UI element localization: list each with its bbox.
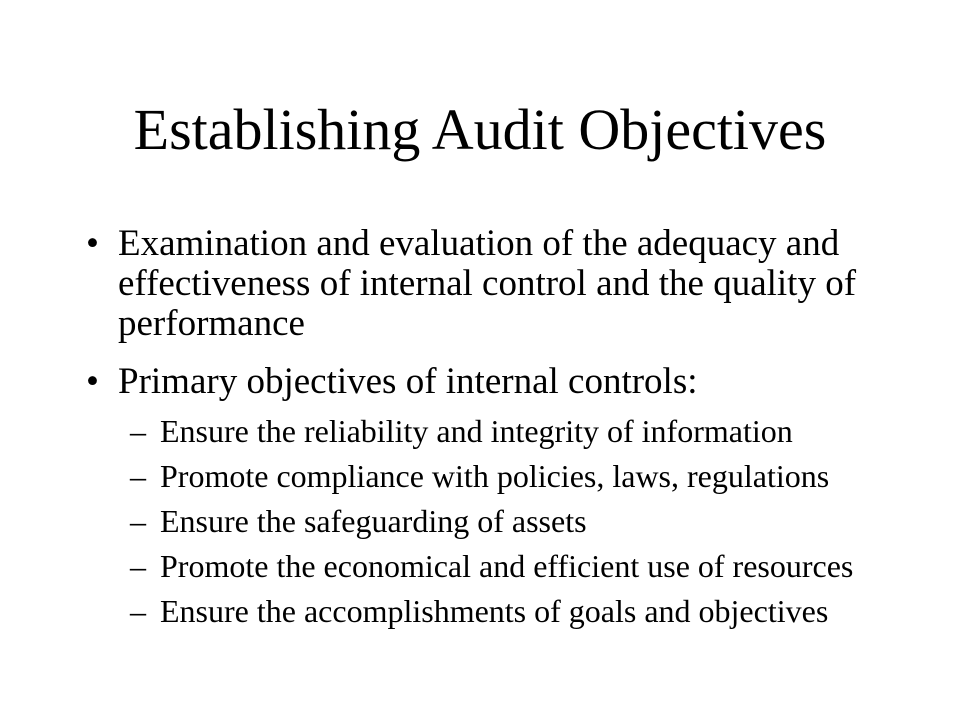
- dash-icon: –: [130, 548, 146, 584]
- bullet-list: [0, 224, 960, 634]
- bullet-text-line: performance: [118, 303, 305, 344]
- sub-bullet-text: Ensure the safeguarding of assets: [160, 503, 587, 539]
- sub-bullet-item: [0, 544, 960, 589]
- sub-bullet-text: Promote the economical and efficient use of resources: [160, 548, 854, 584]
- sub-bullet-item: [0, 454, 960, 499]
- bullet-icon: •: [86, 223, 99, 264]
- sub-bullet-list: [0, 409, 960, 634]
- sub-bullet-text: Promote compliance with policies, laws, regulations: [160, 458, 830, 494]
- bullet-icon: •: [86, 361, 99, 402]
- sub-bullet-text: Ensure the accomplishments of goals and objectives: [160, 593, 829, 629]
- bullet-text-line: Examination and evaluation of the adequacy and: [118, 223, 840, 264]
- dash-icon: –: [130, 458, 146, 494]
- dash-icon: –: [130, 593, 146, 629]
- sub-bullet-item: [0, 499, 960, 544]
- dash-icon: –: [130, 503, 146, 539]
- sub-bullet-item: [0, 409, 960, 454]
- bullet-item: [0, 224, 960, 344]
- sub-bullet-item: [0, 589, 960, 634]
- bullet-text-line: effectiveness of internal control and the quality of: [118, 263, 857, 304]
- bullet-text-line: Primary objectives of internal controls:: [118, 361, 698, 402]
- bullet-item: [0, 362, 960, 402]
- sub-bullet-text: Ensure the reliability and integrity of information: [160, 413, 793, 449]
- dash-icon: –: [130, 413, 146, 449]
- slide-title: Establishing Audit Objectives: [133, 97, 827, 162]
